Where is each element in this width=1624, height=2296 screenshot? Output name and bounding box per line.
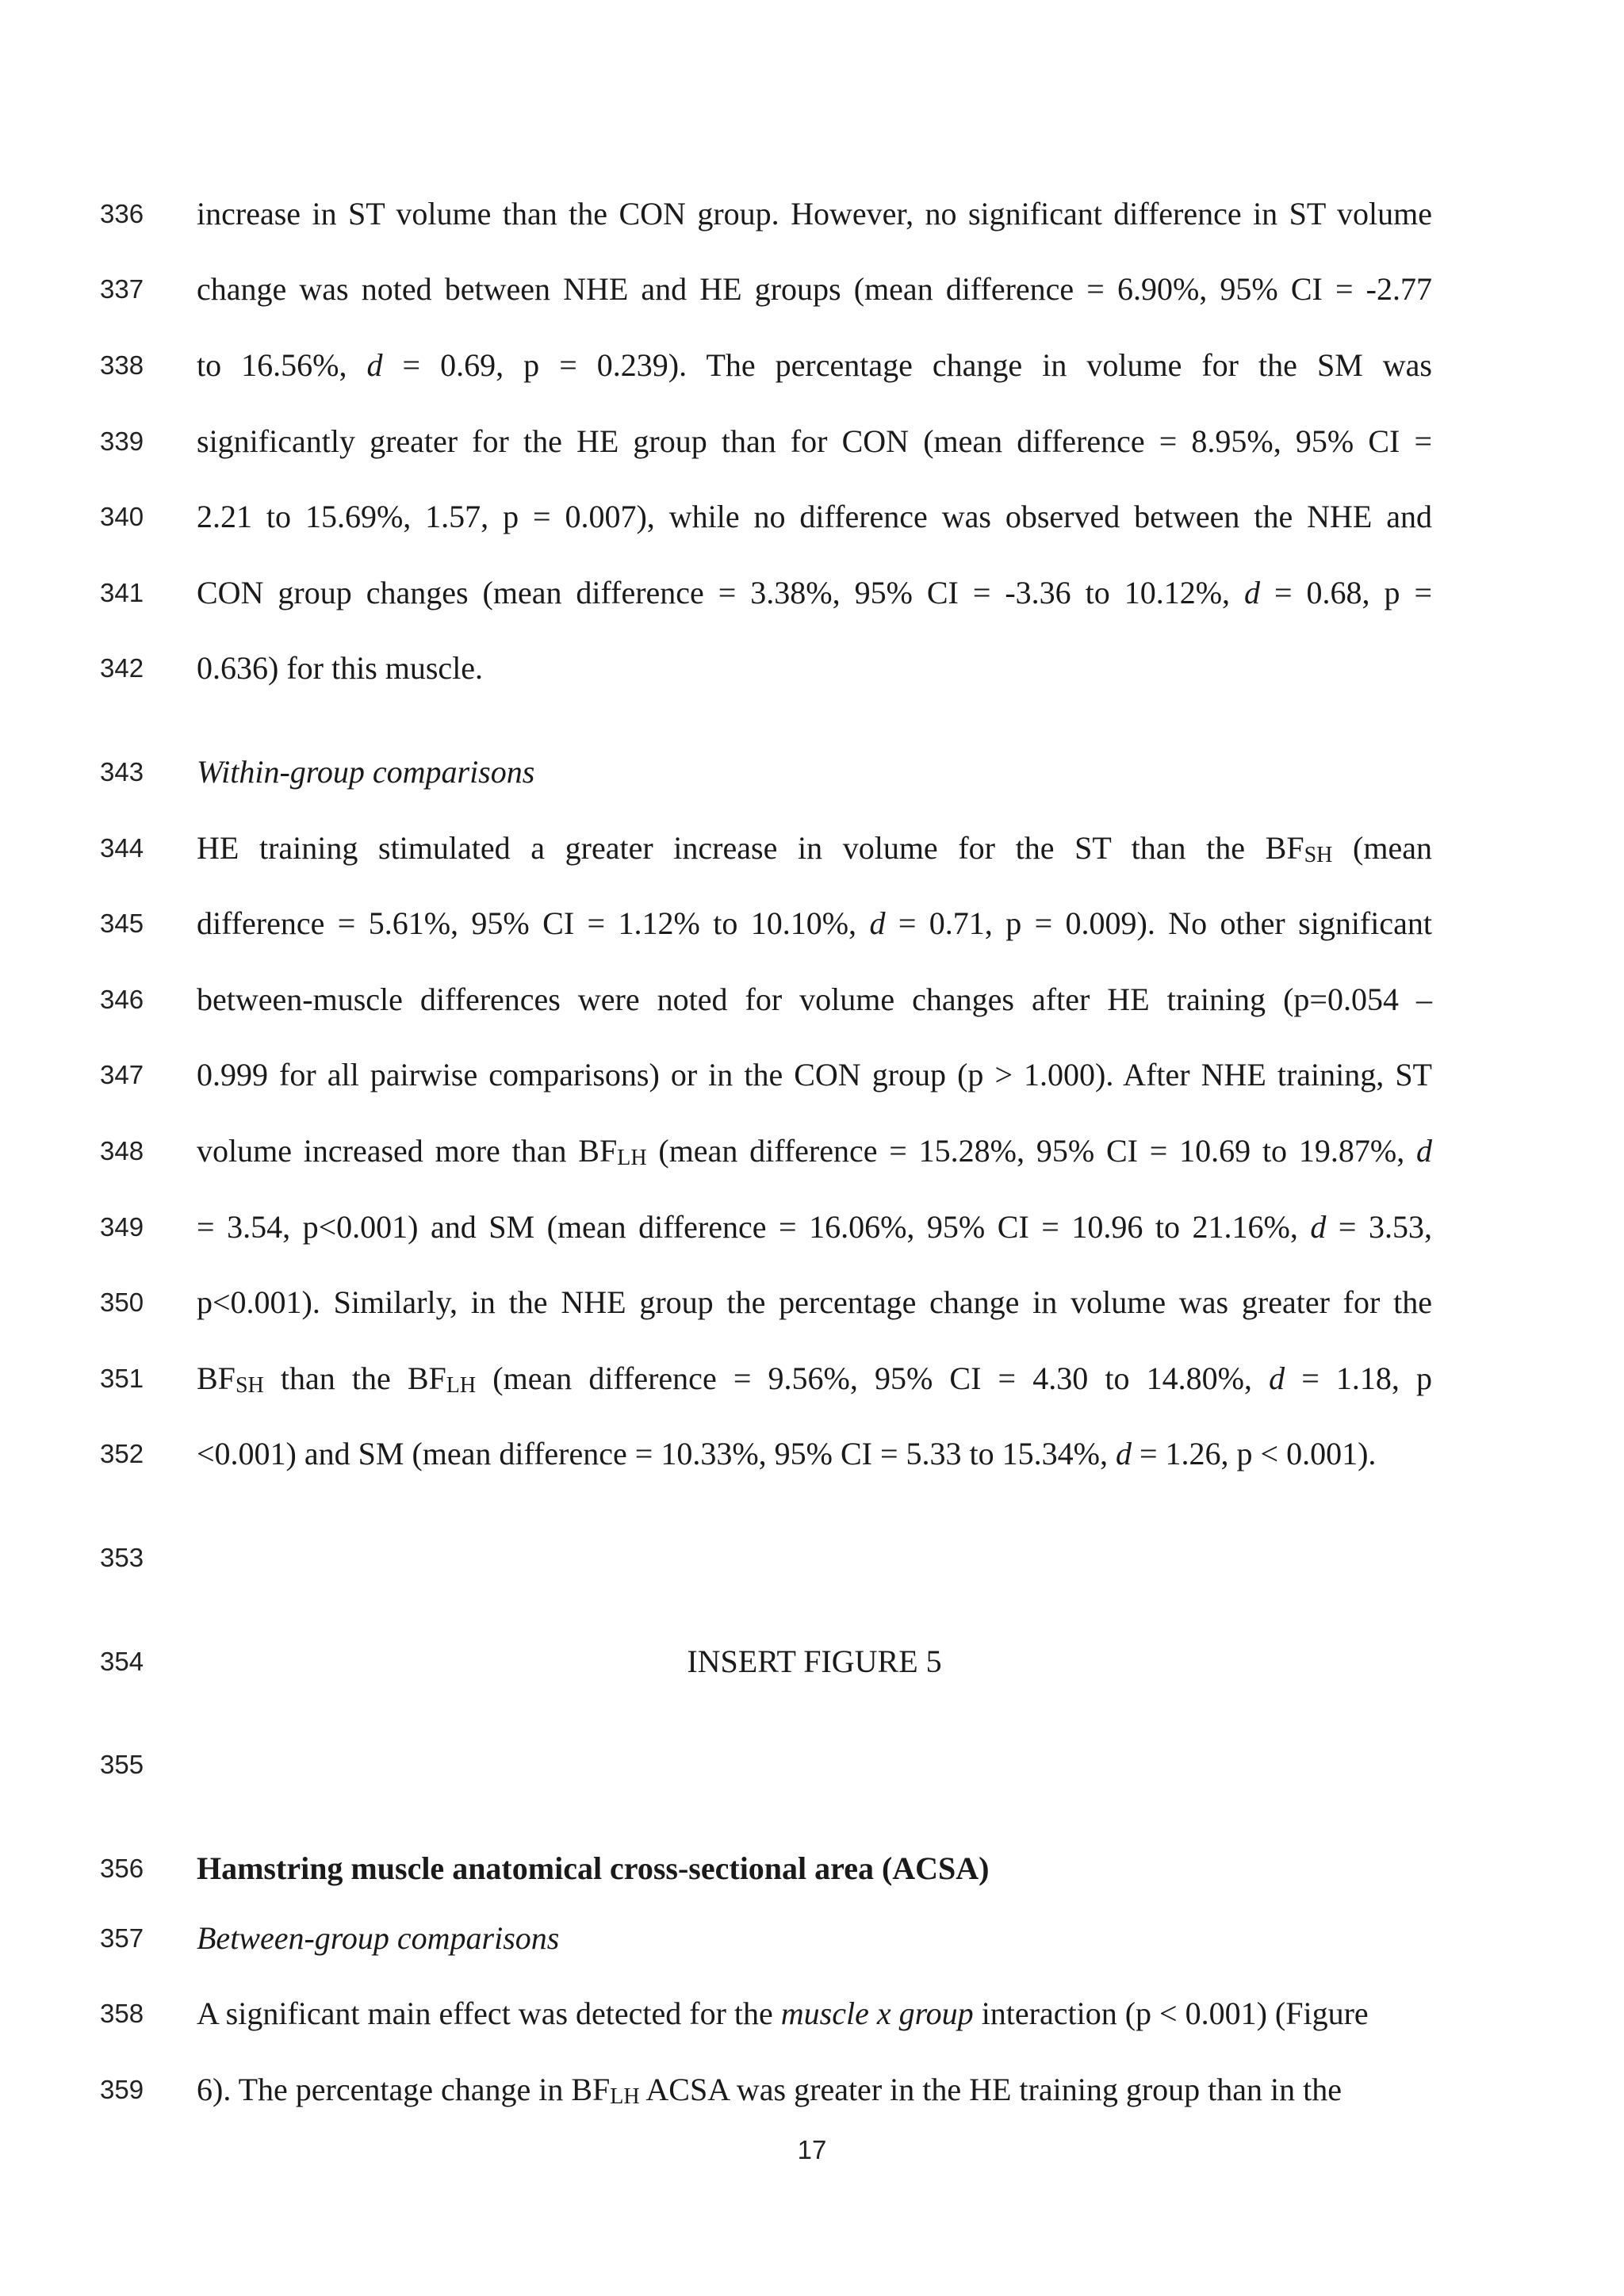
body-text-line [197,346,1432,385]
subsection-heading [197,1919,1432,1957]
line-number: 350 [100,1288,144,1317]
figure-placeholder [197,1643,1432,1681]
body-text-line [197,829,1432,867]
body-text-line [197,423,1432,461]
italic-text: d [869,905,886,941]
body-text-line [197,1284,1432,1322]
line-number: 356 [100,1854,144,1883]
text-run: (mean difference = 15.28%, 95% CI = 10.69 to 19.87%, [646,1133,1416,1169]
text-run: CON group changes (mean difference = 3.38%, 95% CI = -3.36 to 10.12%, [197,575,1245,610]
line-number: 344 [100,833,144,863]
body-text-line [197,905,1432,943]
italic-text: d [1310,1209,1327,1245]
text-run: p<0.001). Similarly, in the NHE group the percentage change in volume was greater for the [197,1284,1432,1320]
italic-text: muscle x group [780,1996,974,2031]
text-run: 0.636) for this muscle. [197,650,484,686]
text-run: = 0.71, p = 0.009). No other significant [885,905,1432,941]
line-number: 339 [100,427,144,456]
subscript: LH [610,2084,640,2109]
line-number: 341 [100,578,144,607]
body-text-line [197,1995,1432,2033]
italic-text: d [1269,1360,1285,1396]
body-text-line [197,1360,1432,1398]
line-number: 337 [100,274,144,304]
italic-text: d [366,347,383,383]
text-run: = 1.18, p [1285,1360,1433,1396]
text-run: difference = 5.61%, 95% CI = 1.12% to 10.10%, [197,905,870,941]
text-run: = 3.54, p<0.001) and SM (mean difference = 16.06%, 95% CI = 10.96 to 21.16%, [197,1209,1311,1245]
line-number: 357 [100,1923,144,1953]
body-text-line [197,1208,1432,1246]
text-run: Hamstring muscle anatomical cross-sectional area (ACSA) [197,1850,990,1886]
body-text-line [197,574,1432,612]
text-run: change was noted between NHE and HE groups (mean difference = 6.90%, 95% CI = -2.77 [197,271,1432,307]
body-text-line [197,498,1432,536]
line-number: 354 [100,1647,144,1676]
line-number: 358 [100,1999,144,2028]
text-run: interaction (p < 0.001) (Figure [973,1996,1369,2031]
text-run: Within-group comparisons [197,754,535,790]
text-run: increase in ST volume than the CON group. However, no significant difference in ST volume [197,196,1432,232]
line-number: 353 [100,1543,144,1572]
line-number: 352 [100,1439,144,1468]
body-text-line [197,2071,1432,2109]
line-number: 348 [100,1136,144,1165]
body-text-line [197,981,1432,1019]
line-number: 338 [100,350,144,380]
line-number: 340 [100,502,144,531]
text-run: (mean difference = 9.56%, 95% CI = 4.30 to 14.80%, [476,1360,1270,1396]
text-run: to 16.56%, [197,347,367,383]
italic-text: d [1244,575,1261,610]
subscript: SH [235,1373,264,1398]
subscript: LH [446,1373,477,1398]
text-run: <0.001) and SM (mean difference = 10.33%, 95% CI = 5.33 to 15.34%, [197,1436,1116,1471]
text-run: HE training stimulated a greater increase in volume for the ST than the BF [197,830,1304,866]
italic-text: d [1115,1436,1132,1471]
page-number: 17 [797,2135,827,2164]
line-number: 345 [100,909,144,938]
line-number: 355 [100,1750,144,1779]
subscript: SH [1304,843,1333,867]
text-run: = 1.26, p < 0.001). [1131,1436,1377,1471]
subsection-heading [197,753,1432,791]
text-run: BF [197,1360,236,1396]
text-run: = 0.68, p = [1260,575,1433,610]
text-run: volume increased more than BF [197,1133,618,1169]
line-number: 359 [100,2075,144,2104]
text-run: INSERT FIGURE 5 [687,1644,942,1679]
line-number: 351 [100,1364,144,1393]
text-run: 2.21 to 15.69%, 1.57, p = 0.007), while no difference was observed between the NHE and [197,499,1432,534]
subscript: LH [617,1146,647,1170]
text-run: = 0.69, p = 0.239). The percentage change in volume for the SM was [382,347,1432,383]
line-number: 347 [100,1060,144,1089]
body-text-line [197,1056,1432,1094]
text-run: between-muscle differences were noted for volume changes after HE training (p=0.054 – [197,982,1432,1017]
text-run: than the BF [263,1360,446,1396]
body-text-line [197,195,1432,233]
text-run: Between-group comparisons [197,1920,560,1956]
italic-text: d [1416,1133,1432,1169]
text-run: A significant main effect was detected for the [197,1996,781,2031]
line-number: 343 [100,757,144,786]
line-number: 336 [100,199,144,228]
line-number: 349 [100,1212,144,1242]
body-text-line [197,1435,1432,1473]
text-run: ACSA was greater in the HE training group than in the [639,2072,1342,2107]
line-number: 342 [100,653,144,683]
text-run: (mean [1332,830,1432,866]
body-text-line [197,649,1432,687]
text-run: 0.999 for all pairwise comparisons) or in the CON group (p > 1.000). After NHE training, ST [197,1057,1432,1093]
text-run: 6). The percentage change in BF [197,2072,611,2107]
text-run: = 3.53, [1326,1209,1432,1245]
line-number: 346 [100,985,144,1014]
body-text-line [197,270,1432,308]
body-text-line [197,1132,1432,1170]
section-heading [197,1850,1432,1888]
text-run: significantly greater for the HE group than for CON (mean difference = 8.95%, 95% CI = [197,423,1432,459]
